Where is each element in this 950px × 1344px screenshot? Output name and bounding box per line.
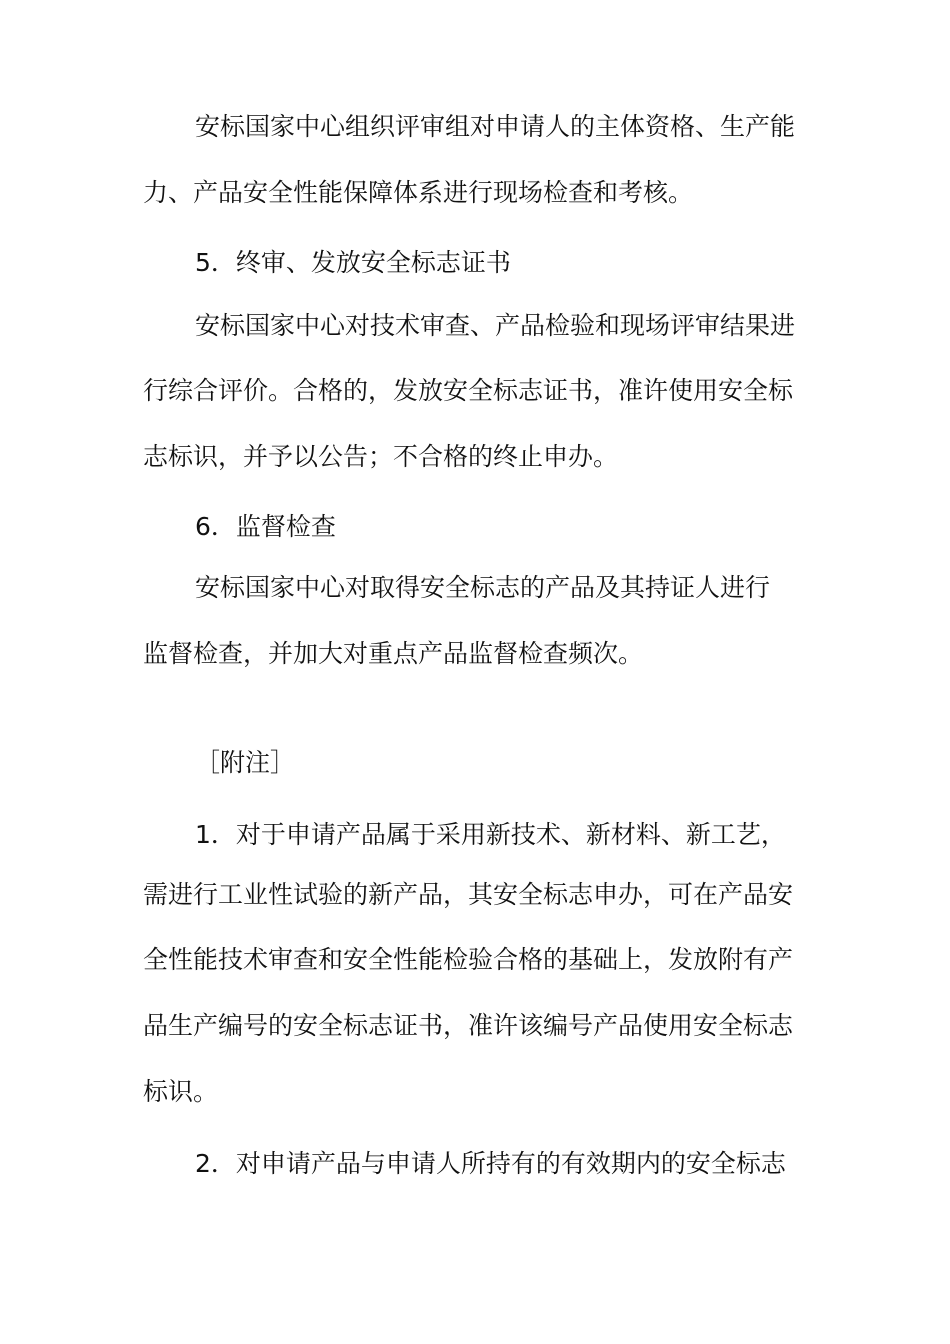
note-heading: ［附注］ (195, 748, 296, 777)
paragraph-line: 安标国家中心对技术审查、产品检验和现场评审结果进 (195, 311, 796, 340)
section-heading: 5．终审、发放安全标志证书 (195, 248, 511, 277)
paragraph-line: 2．对申请产品与申请人所持有的有效期内的安全标志 (195, 1149, 786, 1178)
paragraph-line: 行综合评价。合格的，发放安全标志证书，准许使用安全标 (143, 376, 794, 405)
paragraph-line: 安标国家中心组织评审组对申请人的主体资格、生产能 (195, 112, 796, 141)
paragraph-line: 力、产品安全性能保障体系进行现场检查和考核。 (143, 178, 694, 207)
paragraph-line: 志标识，并予以公告；不合格的终止申办。 (143, 442, 619, 471)
paragraph-line: 安标国家中心对取得安全标志的产品及其持证人进行 (195, 573, 771, 602)
paragraph-line: 品生产编号的安全标志证书，准许该编号产品使用安全标志 (143, 1011, 794, 1040)
section-heading: 6．监督检查 (195, 512, 336, 541)
paragraph-line: 1．对于申请产品属于采用新技术、新材料、新工艺， (195, 820, 786, 849)
paragraph-line: 标识。 (143, 1077, 219, 1106)
paragraph-line: 需进行工业性试验的新产品，其安全标志申办，可在产品安 (143, 880, 794, 909)
paragraph-line: 全性能技术审查和安全性能检验合格的基础上，发放附有产 (143, 945, 794, 974)
paragraph-line: 监督检查，并加大对重点产品监督检查频次。 (143, 639, 644, 668)
